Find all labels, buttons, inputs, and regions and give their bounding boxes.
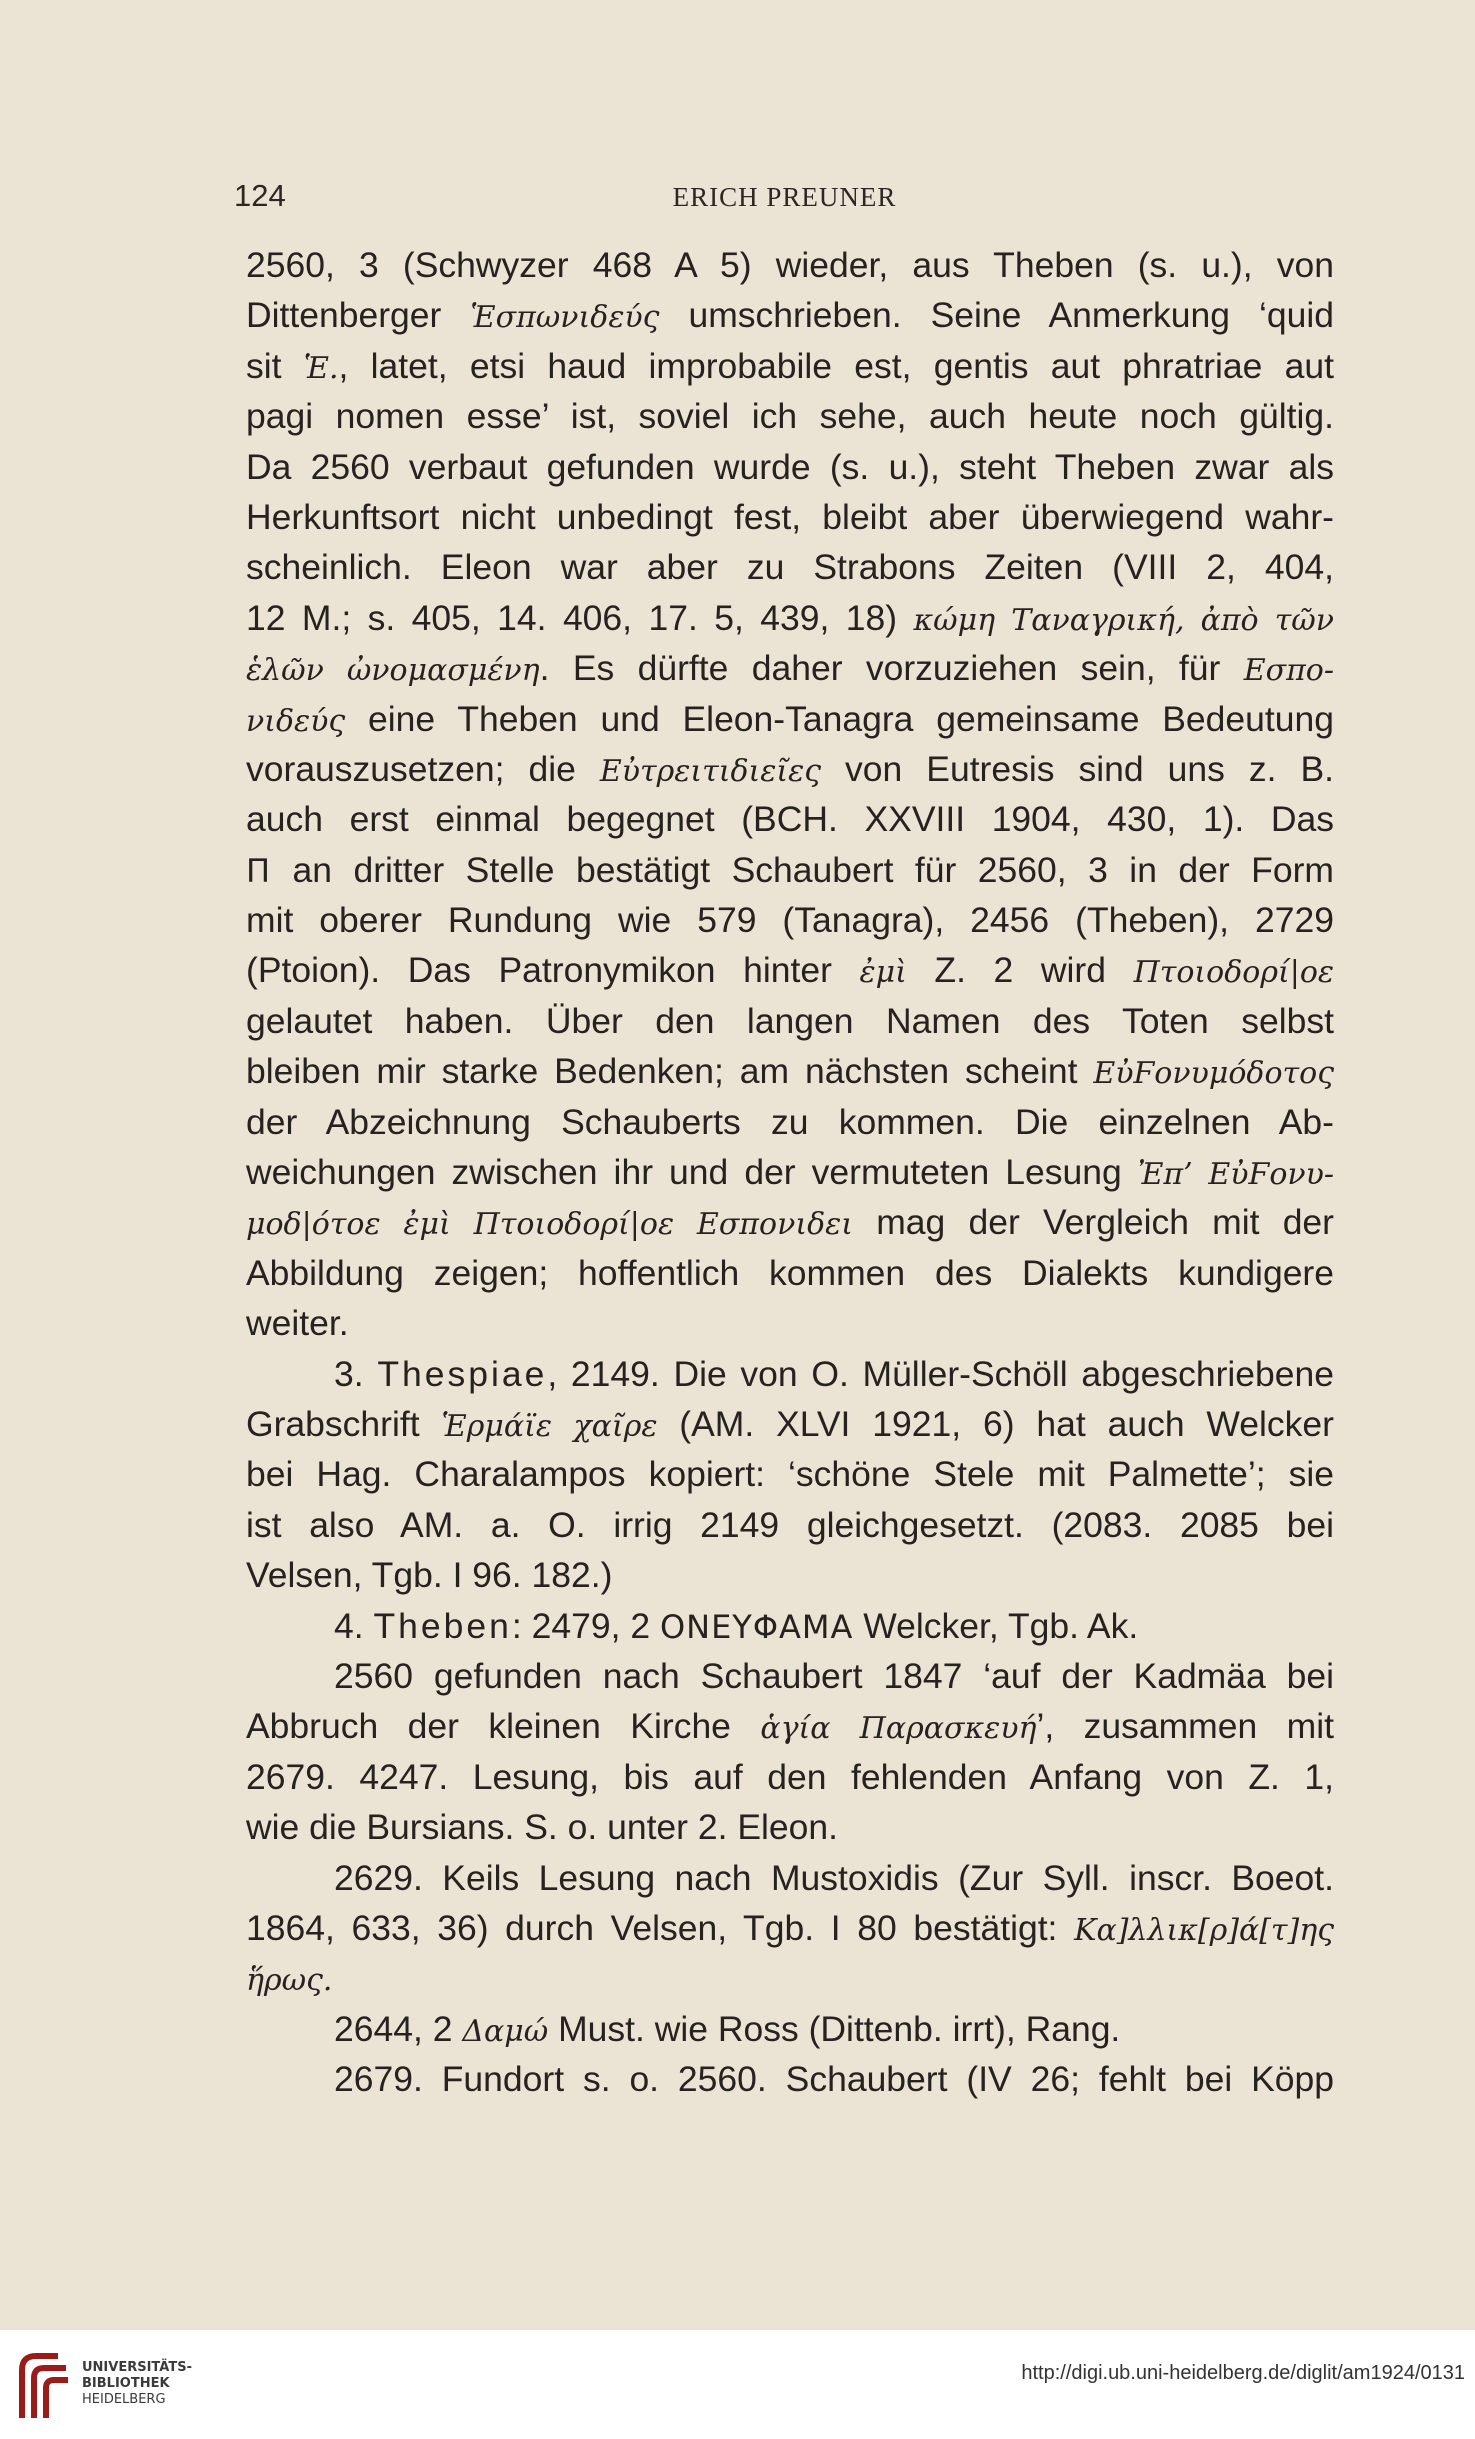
text-segment: Welcker, Tgb. Ak. [853,1605,1139,1646]
text-segment: Must. wie Ross (Dittenb. irrt), Rang. [548,2008,1121,2049]
library-name-line: UNIVERSITÄTS- [82,2360,192,2375]
text-line [246,2004,1334,2054]
greek-text: νιδεύς [246,703,346,739]
inscription-letters: ΟΝΕΥΦΑΜΑ [659,1607,854,1646]
text-segment: 4. [334,1605,374,1646]
text-line [246,1449,1334,1499]
text-segment: bleiben mir starke Bedenken; am nächsten scheint [246,1051,1094,1092]
text-line [246,542,1334,592]
text-segment: , 2149. Die von O. Müller-Schöll abgeschriebene [547,1353,1334,1394]
text-segment: an dritter Stelle bestätigt Schaubert für 2560, 3 in der Form [271,849,1334,890]
body-text [246,240,1334,2104]
running-head [234,178,1335,218]
text-segment: weichungen zwischen ihr und der vermuteten Lesung [246,1152,1138,1193]
text-line [246,1802,1334,1852]
greek-text: μοδ|ότοε ἐμὶ Πτοιοδορί|οε Εσπονιδει [246,1207,854,1243]
text-segment: 2679. 4247. Lesung, bis auf den fehlenden Anfang von Z. 1, [246,1756,1334,1797]
text-segment: 2679. Fundort s. o. 2560. Schaubert (IV 26; fehlt bei Köpp [334,2059,1334,2100]
text-segment: 2644, 2 [334,2008,463,2049]
greek-text: Δαμώ [462,2013,549,2049]
text-line [246,1046,1334,1096]
page-number: 124 [234,178,286,213]
greek-text: Ἑσπωνιδεύς [470,300,660,336]
greek-text: ἁγία Παρασκευή [760,1711,1037,1747]
text-line [246,1298,1334,1348]
text-segment: Z. 2 wird [906,950,1134,991]
text-line [246,1349,1334,1399]
text-segment: 2560 gefunden nach Schaubert 1847 ‘auf der Kadmäa bei [334,1655,1334,1696]
text-segment: gelautet haben. Über den langen Namen des Toten selbst [246,1000,1334,1041]
text-segment: Abbruch der kleinen Kirche [246,1706,761,1747]
text-segment: Da 2560 verbaut gefunden wurde (s. u.), steht Theben zwar als [246,446,1334,487]
text-segment: von Eutresis sind uns z. B. [821,748,1334,789]
greek-text: Κα]λλικ[ρ]ά[τ]ης [1074,1912,1334,1948]
text-line [246,1097,1334,1147]
text-line [246,1399,1334,1449]
text-line [246,1601,1334,1651]
greek-text: ΕὐϜονυμόδοτος [1093,1056,1334,1092]
text-line [246,1752,1334,1802]
text-line [246,895,1334,945]
text-line [246,442,1334,492]
place-heading: Thespiae [377,1353,548,1394]
text-line [246,694,1334,744]
text-segment: bei Hag. Charalampos kopiert: ‘schöne Stele mit Palmette’; sie [246,1454,1334,1495]
greek-text: Εὐτρειτιδιεῖες [599,753,822,789]
text-segment: scheinlich. Eleon war aber zu Strabons Zeiten (VIII 2, 404, [246,547,1334,588]
text-line [246,1701,1334,1751]
inscription-letters: Π [246,851,272,890]
library-name [82,2360,192,2408]
text-line [246,1953,1334,2003]
text-line [246,996,1334,1046]
text-segment: , latet, etsi haud improbabile est, gentis aut phratriae aut [338,345,1334,386]
text-line [246,492,1334,542]
place-heading: Theben [373,1605,512,1646]
greek-text: Ἑρμάϊε χαῖρε [441,1408,658,1444]
text-segment: pagi nomen esse’ ist, soviel ich sehe, auch heute noch gültig. [246,396,1334,437]
text-segment: eine Theben und Eleon-Tanagra gemeinsame Bedeutung [345,698,1334,739]
text-line [246,1248,1334,1298]
text-line [246,1550,1334,1600]
greek-text: Ἐπ’ ΕὐϜονυ- [1137,1157,1334,1193]
text-segment: 1864, 633, 36) durch Velsen, Tgb. I 80 bestätigt: [246,1907,1075,1948]
text-line [246,1651,1334,1701]
greek-text: ἑλῶν ὠνομασμένη [246,653,540,689]
text-line [246,391,1334,441]
text-line [246,1903,1334,1953]
text-line [246,1197,1334,1247]
text-segment: : 2479, 2 [511,1605,660,1646]
text-line [246,290,1334,340]
text-segment: 12 M.; s. 405, 14. 406, 17. 5, 439, 18) [246,597,914,638]
text-segment: Velsen, Tgb. I 96. 182.) [246,1555,613,1596]
greek-text: Πτοιοδορί|οε [1133,955,1334,991]
text-segment: Dittenberger [246,295,471,336]
text-segment: weiter. [246,1303,349,1344]
text-line [246,593,1334,643]
text-segment: . Es dürfte daher vorzuziehen sein, für [539,648,1244,689]
greek-text: ἥρως. [246,1963,333,1999]
text-segment: Abbildung zeigen; hoffentlich kommen des Dialekts kundigere [246,1252,1334,1293]
running-title: ERICH PREUNER [672,182,897,212]
text-segment: auch erst einmal begegnet (BCH. XXVIII 1904, 430, 1). Das [246,799,1334,840]
text-segment: (Ptoion). Das Patronymikon hinter [246,950,860,991]
text-segment: der Abzeichnung Schauberts zu kommen. Die einzelnen Ab- [246,1101,1334,1142]
greek-text: Εσπο- [1243,653,1334,689]
text-line [246,1500,1334,1550]
library-name-line: HEIDELBERG [82,2392,166,2407]
text-line [246,945,1334,995]
footer-bar [0,2330,1475,2439]
text-line [246,794,1334,844]
text-line [246,240,1334,290]
text-segment: Herkunftsort nicht unbedingt fest, bleibt aber überwiegend wahr- [246,496,1334,537]
text-line [246,643,1334,693]
library-logo-icon [14,2348,72,2424]
text-segment: wie die Bursians. S. o. unter 2. Eleon. [246,1807,838,1848]
text-line [246,341,1334,391]
text-line [246,744,1334,794]
text-segment: (AM. XLVI 1921, 6) hat auch Welcker [657,1403,1334,1444]
source-url-link[interactable]: http://digi.ub.uni-heidelberg.de/diglit/am1924/0131 [1021,2362,1465,2384]
text-segment: umschrieben. Seine Anmerkung ‘quid [659,295,1335,336]
text-line [246,2054,1334,2104]
text-line [246,1147,1334,1197]
text-segment: Grabschrift [246,1403,442,1444]
text-segment: ist also AM. a. O. irrig 2149 gleichgesetzt. (2083. 2085 bei [246,1504,1334,1545]
text-segment: ’, zusammen mit [1036,1706,1334,1747]
greek-text: Ἑ. [303,350,339,386]
greek-text: ἐμὶ [859,955,907,991]
greek-text: κώμη Ταναγρική, ἀπὸ τῶν [913,602,1334,638]
library-name-line: BIBLIOTHEK [82,2376,170,2391]
text-line [246,845,1334,895]
text-segment: mag der Vergleich mit der [853,1202,1334,1243]
text-segment: vorauszusetzen; die [246,748,600,789]
text-segment: mit oberer Rundung wie 579 (Tanagra), 2456 (Theben), 2729 [246,900,1334,941]
text-segment: 2560, 3 (Schwyzer 468 A 5) wieder, aus Theben (s. u.), von [246,245,1334,285]
text-segment: 3. [334,1353,378,1394]
text-line [246,1853,1334,1903]
text-segment: sit [246,345,304,386]
text-segment: 2629. Keils Lesung nach Mustoxidis (Zur Syll. inscr. Boeot. [334,1857,1334,1898]
